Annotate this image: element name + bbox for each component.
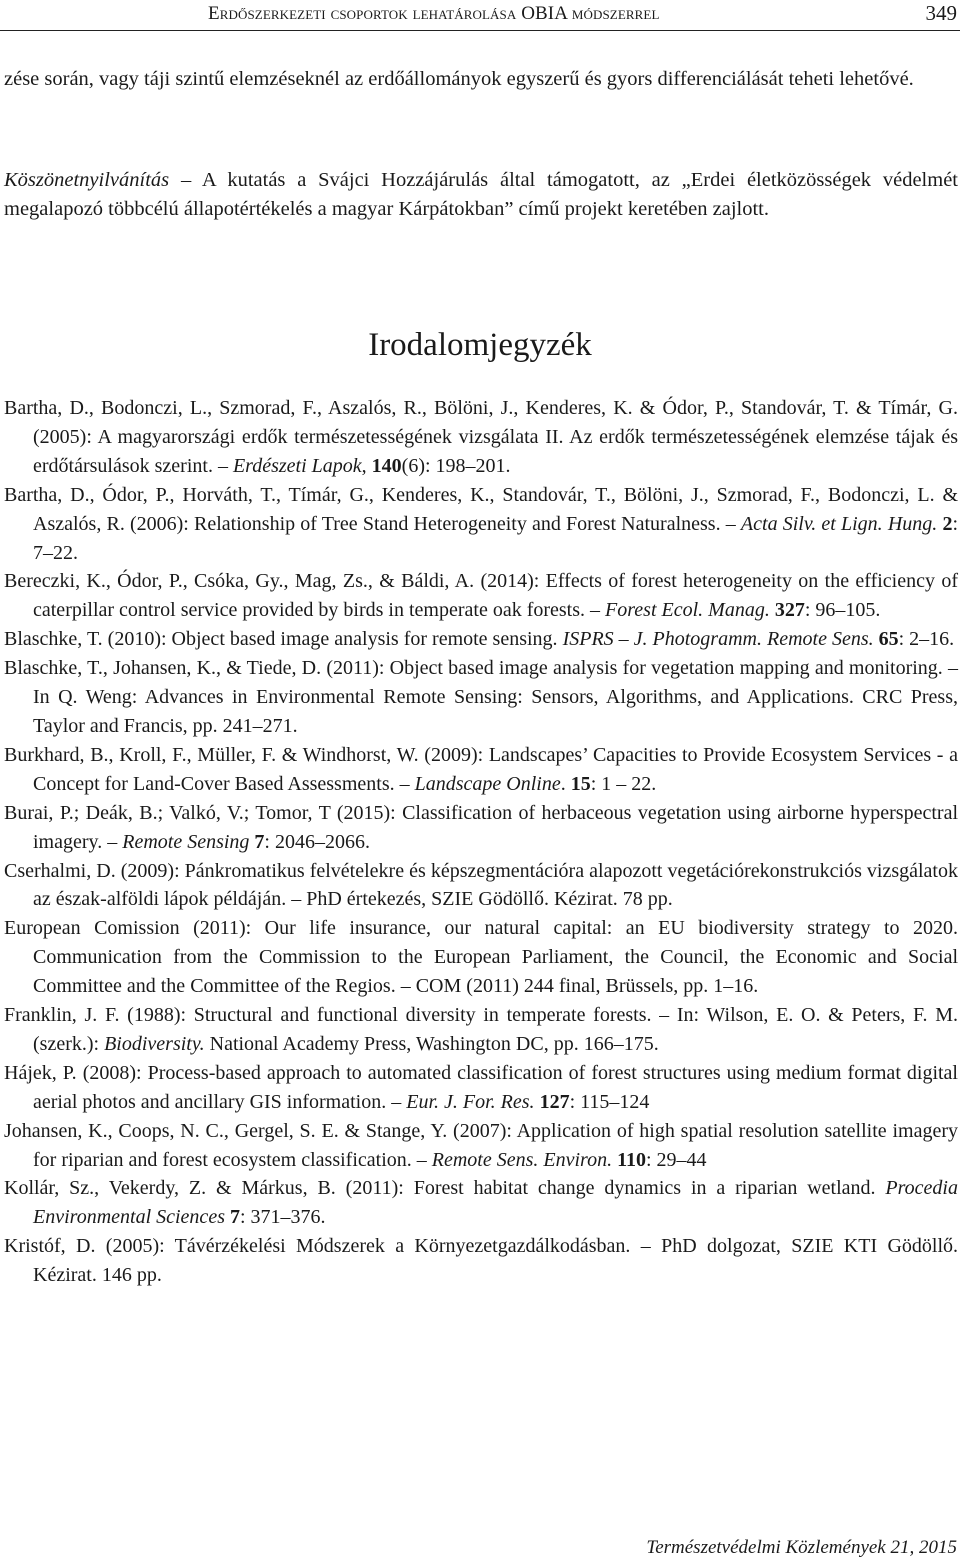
- reference-pages: : 1 – 22.: [590, 772, 657, 795]
- reference-authors-title: Cserhalmi, D. (2009): Pánkromatikus felvételekre és képszegmentációra alapozott vegetációrekonstrukciós vizsgálatok az észak-alföldi lápok példáján. – PhD értekezés, SZIE Gödöllő. Kézirat. 78 pp.: [4, 859, 958, 911]
- reference-authors-title: Kristóf, D. (2005): Távérzékelési Módszerek a Környezetgazdálkodásban. – PhD dolgozat, SZIE KTI Gödöllő. Kézirat. 146 pp.: [4, 1235, 958, 1287]
- acknowledgement-lead: Köszönetnyilvánítás: [4, 169, 170, 191]
- reference-authors-title: Bartha, D., Ódor, P., Horváth, T., Tímár, G., Kenderes, K., Standovár, T., Bölöni, J., Szmorad, F., Bodonczi, L. & Aszalós, R. (2006): Relationship of Tree Stand Heterogeneity and Forest Naturalness. –: [4, 483, 958, 535]
- reference-authors-title: Kollár, Sz., Vekerdy, Z. & Márkus, B. (2011): Forest habitat change dynamics in a riparian wetland.: [4, 1177, 886, 1200]
- reference-pages: (6): 198–201.: [401, 454, 511, 477]
- reference-journal: Remote Sens. Environ.: [431, 1148, 613, 1171]
- reference-journal: Biodiversity.: [104, 1032, 205, 1055]
- reference-separator: .: [560, 772, 571, 795]
- reference-item: [4, 1174, 958, 1232]
- reference-item: [4, 1001, 958, 1059]
- reference-item: [4, 1059, 958, 1117]
- reference-authors-title: Burkhard, B., Kroll, F., Müller, F. & Windhorst, W. (2009): Landscapes’ Capacities to Provide Ecosystem Services - a Concept for Land-Cover Based Assessments. –: [4, 743, 958, 795]
- reference-journal: Forest Ecol. Manag.: [605, 599, 770, 622]
- reference-pages: : 2–16.: [898, 628, 955, 651]
- reference-volume: 140: [371, 454, 402, 477]
- reference-volume: 15: [570, 772, 591, 795]
- reference-journal: Acta Silv. et Lign. Hung.: [740, 512, 938, 535]
- reference-journal: Eur. J. For. Res.: [406, 1090, 535, 1113]
- reference-authors-title: Bartha, D., Bodonczi, L., Szmorad, F., Aszalós, R., Bölöni, J., Kenderes, K. & Ódor, P., Standovár, T. & Tímár, G. (2005): A magyarországi erdők természetességének vizsgálata II. Az erdők természetességének elemzése tájak és erdőtársulások szerint. –: [4, 397, 958, 477]
- reference-journal: ISPRS – J. Photogramm. Remote Sens.: [562, 628, 874, 651]
- reference-item: [4, 914, 958, 1001]
- reference-item: [4, 741, 958, 799]
- reference-pages: : 2046–2066.: [264, 830, 370, 853]
- reference-volume: 7: [229, 1206, 240, 1229]
- reference-authors-title: Blaschke, T. (2010): Object based image analysis for remote sensing.: [4, 628, 563, 651]
- reference-pages: : 371–376.: [239, 1206, 326, 1229]
- reference-volume: 110: [617, 1148, 646, 1171]
- reference-pages: : 115–124: [569, 1090, 650, 1113]
- reference-item: [4, 481, 958, 568]
- reference-authors-title: Hájek, P. (2008): Process-based approach to automated classification of forest structures using medium format digital aerial photos and ancillary GIS information. –: [4, 1061, 958, 1113]
- reference-pages: : 29–44: [645, 1148, 707, 1171]
- reference-volume: 7: [254, 830, 265, 853]
- reference-separator: National Academy Press, Washington DC, pp. 166–175.: [204, 1032, 659, 1055]
- reference-pages: : 7–22.: [33, 512, 959, 564]
- reference-volume: 2: [942, 512, 953, 535]
- reference-authors-title: Bereczki, K., Ódor, P., Csóka, Gy., Mag, Zs., & Báldi, A. (2014): Effects of forest heterogeneity on the efficiency of caterpillar control service provided by birds in temperate oak forests. –: [4, 570, 958, 622]
- page-number: 349: [925, 1, 957, 25]
- reference-item: [4, 857, 958, 915]
- reference-authors-title: Franklin, J. F. (1988): Structural and functional diversity in temperate forests. – In: Wilson, E. O. & Peters, F. M. (szerk.):: [4, 1004, 958, 1055]
- reference-item: [4, 394, 958, 481]
- references-heading: Irodalomjegyzék: [368, 327, 592, 363]
- reference-volume: 65: [878, 628, 899, 651]
- acknowledgement-text: – A kutatás a Svájci Hozzájárulás által támogatott, az „Erdei életközösségek védelmét megalapozó többcélú állapotértékelés a magyar Kárpátokban” című projekt keretében zajlott.: [4, 169, 958, 220]
- reference-pages: : 96–105.: [804, 599, 881, 622]
- reference-volume: 127: [539, 1090, 570, 1113]
- reference-volume: 327: [774, 599, 805, 622]
- reference-item: [4, 1232, 958, 1290]
- running-title: Erdőszerkezeti csoportok lehatárolása OBIA módszerrel: [208, 3, 660, 24]
- reference-journal: Erdészeti Lapok: [232, 454, 362, 477]
- reference-authors-title: Burai, P.; Deák, B.; Valkó, V.; Tomor, T (2015): Classification of herbaceous vegetation using airborne hyperspectral imagery. –: [4, 801, 958, 853]
- reference-journal: Procedia Environmental Sciences: [33, 1177, 958, 1229]
- reference-item: [4, 567, 958, 625]
- journal-footer: Természetvédelmi Közlemények 21, 2015: [646, 1537, 957, 1558]
- reference-authors-title: Johansen, K., Coops, N. C., Gergel, S. E. & Stange, Y. (2007): Application of high spatial resolution satellite imagery for riparian and forest ecosystem classification. –: [4, 1119, 958, 1171]
- reference-journal: Remote Sensing: [122, 830, 250, 853]
- reference-item: [4, 625, 958, 654]
- acknowledgement-paragraph: [4, 166, 958, 224]
- running-header: [0, 0, 960, 31]
- continuation-paragraph: zése során, vagy táji szintű elemzéseknél az erdőállományok egyszerű és gyors differenciálását teheti lehetővé.: [4, 68, 914, 90]
- reference-authors-title: Blaschke, T., Johansen, K., & Tiede, D. (2011): Object based image analysis for vegetation mapping and monitoring. – In Q. Weng: Advances in Environmental Remote Sensing: Sensors, Algorithms, and Applications. CRC Press, Taylor and Francis, pp. 241–271.: [4, 657, 958, 737]
- reference-item: [4, 654, 958, 741]
- reference-journal: Landscape Online: [414, 772, 561, 795]
- reference-authors-title: European Comission (2011): Our life insurance, our natural capital: an EU biodiversity strategy to 2020. Communication from the Commission to the European Parliament, the Council, the Economic and Social Committee and the Committee of the Regios. – COM (2011) 244 final, Brüssels, pp. 1–16.: [4, 917, 958, 998]
- references-list: [4, 394, 958, 1290]
- reference-item: [4, 799, 958, 857]
- reference-separator: ,: [361, 454, 372, 477]
- reference-item: [4, 1117, 958, 1175]
